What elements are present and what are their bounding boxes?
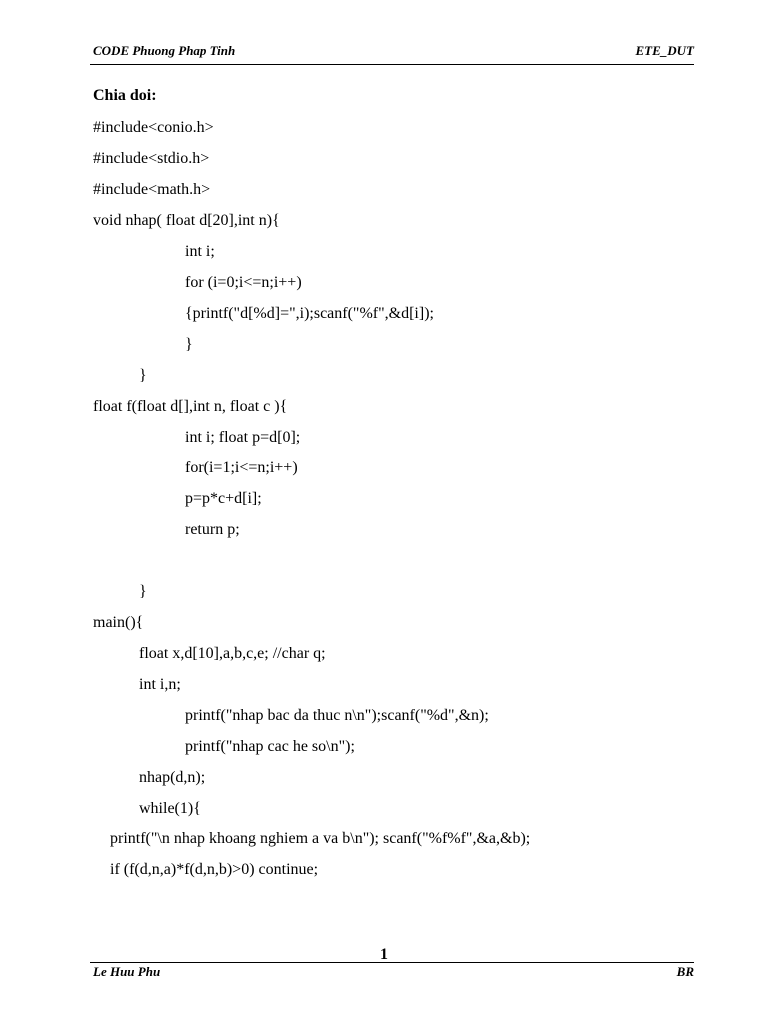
header-organization: ETE_DUT — [635, 43, 694, 58]
code-line: #include<conio.h> — [93, 119, 214, 136]
footer-initials: BR — [676, 964, 694, 979]
code-line: if (f(d,n,a)*f(d,n,b)>0) continue; — [110, 861, 319, 878]
code-line: main(){ — [93, 614, 144, 631]
section-title: Chia doi: — [93, 87, 157, 104]
code-line: for (i=0;i<=n;i++) — [185, 274, 302, 291]
page-number: 1 — [380, 946, 388, 963]
code-line: void nhap( float d[20],int n){ — [93, 212, 280, 229]
header-divider — [90, 64, 694, 65]
footer-divider — [90, 962, 694, 963]
header-document-title: CODE Phuong Phap Tinh — [93, 43, 236, 58]
code-line: } — [185, 336, 193, 353]
code-line: int i; float p=d[0]; — [185, 429, 301, 446]
code-line: nhap(d,n); — [139, 769, 206, 786]
code-line: } — [139, 367, 147, 384]
code-line: printf("\n nhap khoang nghiem a va b\n"); scanf("%f%f",&a,&b); — [110, 830, 531, 847]
code-line: printf("nhap cac he so\n"); — [185, 738, 355, 755]
code-line: int i; — [185, 243, 215, 260]
code-line: float f(float d[],int n, float c ){ — [93, 398, 288, 415]
code-line: {printf("d[%d]=",i);scanf("%f",&d[i]); — [185, 305, 434, 322]
code-line: int i,n; — [139, 676, 181, 693]
code-line: p=p*c+d[i]; — [185, 490, 262, 507]
code-line: return p; — [185, 521, 240, 538]
code-line: for(i=1;i<=n;i++) — [185, 459, 298, 476]
code-line: printf("nhap bac da thuc n\n");scanf("%d",&n); — [185, 707, 489, 724]
code-line: #include<math.h> — [93, 181, 211, 198]
footer-author: Le Huu Phu — [93, 964, 161, 979]
code-line: while(1){ — [139, 800, 201, 817]
code-line: float x,d[10],a,b,c,e; //char q; — [139, 645, 326, 662]
code-line: } — [139, 583, 147, 600]
code-line: #include<stdio.h> — [93, 150, 210, 167]
